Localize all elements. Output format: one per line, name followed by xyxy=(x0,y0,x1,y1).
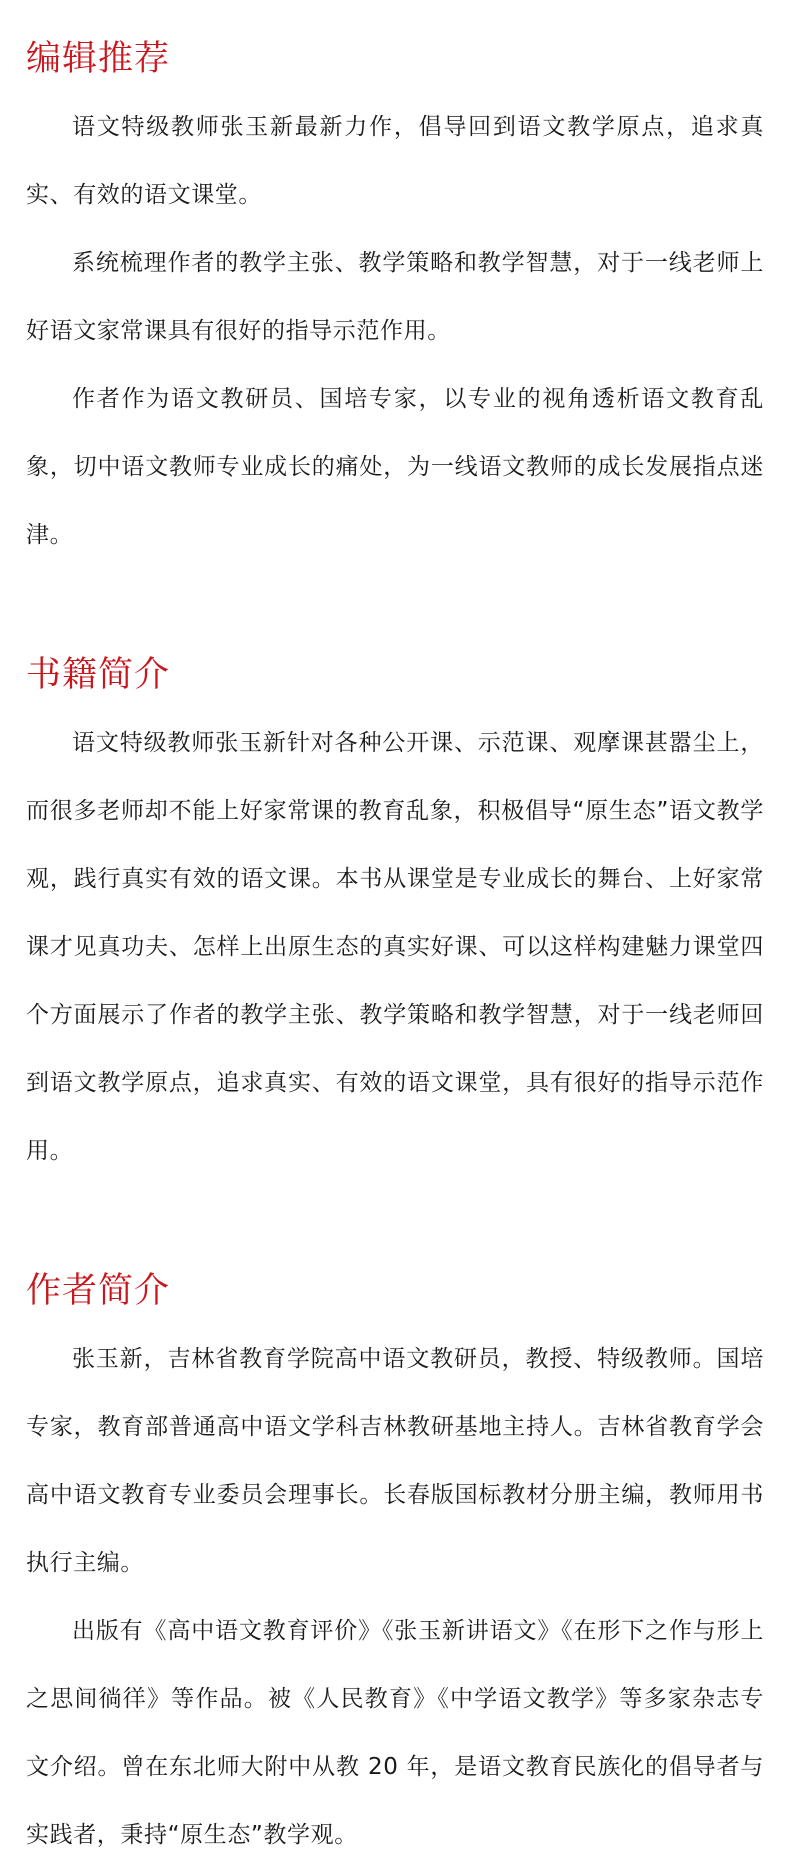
introduction-paragraph: 语文特级教师张玉新针对各种公开课、示范课、观摩课甚嚣尘上，而很多老师却不能上好家常课的教育乱象，积极倡导“原生态”语文教学观，践行真实有效的语文课。本书从课堂是专业成长的舞台、上好家常课才见真功夫、怎样上出原生态的真实好课、可以这样构建魅力课堂四个方面展示了作者的教学主张、教学策略和教学智慧，对于一线老师回到语文教学原点，追求真实、有效的语文课堂，具有很好的指导示范作用。 xyxy=(26,730,764,1164)
section-title-editor-recommendation: 编辑推荐 xyxy=(26,39,171,79)
section-title-author-introduction: 作者简介 xyxy=(26,1271,171,1311)
editor-recommendation-section xyxy=(26,0,764,569)
recommendation-paragraph: 语文特级教师张玉新最新力作，倡导回到语文教学原点，追求真实、有效的语文课堂。 xyxy=(26,114,764,208)
recommendation-paragraph: 作者作为语文教研员、国培专家，以专业的视角透析语文教育乱象，切中语文教师专业成长的痛处，为一线语文教师的成长发展指点迷津。 xyxy=(26,386,764,548)
recommendation-paragraph: 系统梳理作者的教学主张、教学策略和教学智慧，对于一线老师上好语文家常课具有很好的指导示范作用。 xyxy=(26,250,764,344)
author-paragraph: 出版有《高中语文教育评价》《张玉新讲语文》《在形下之作与形上之思间徜徉》等作品。被《人民教育》《中学语文教学》等多家杂志专文介绍。曾在东北师大附中从教 20 年，是语文教育民族化的倡导者与实践者，秉持“原生态”教学观。 xyxy=(26,1618,764,1848)
author-paragraph: 张玉新，吉林省教育学院高中语文教研员，教授、特级教师。国培专家，教育部普通高中语文学科吉林教研基地主持人。吉林省教育学会高中语文教育专业委员会理事长。长春版国标教材分册主编，教师用书执行主编。 xyxy=(26,1346,764,1576)
book-introduction-section xyxy=(26,569,764,1185)
author-introduction-section xyxy=(26,1185,764,1869)
section-title-book-introduction: 书籍简介 xyxy=(26,655,171,695)
